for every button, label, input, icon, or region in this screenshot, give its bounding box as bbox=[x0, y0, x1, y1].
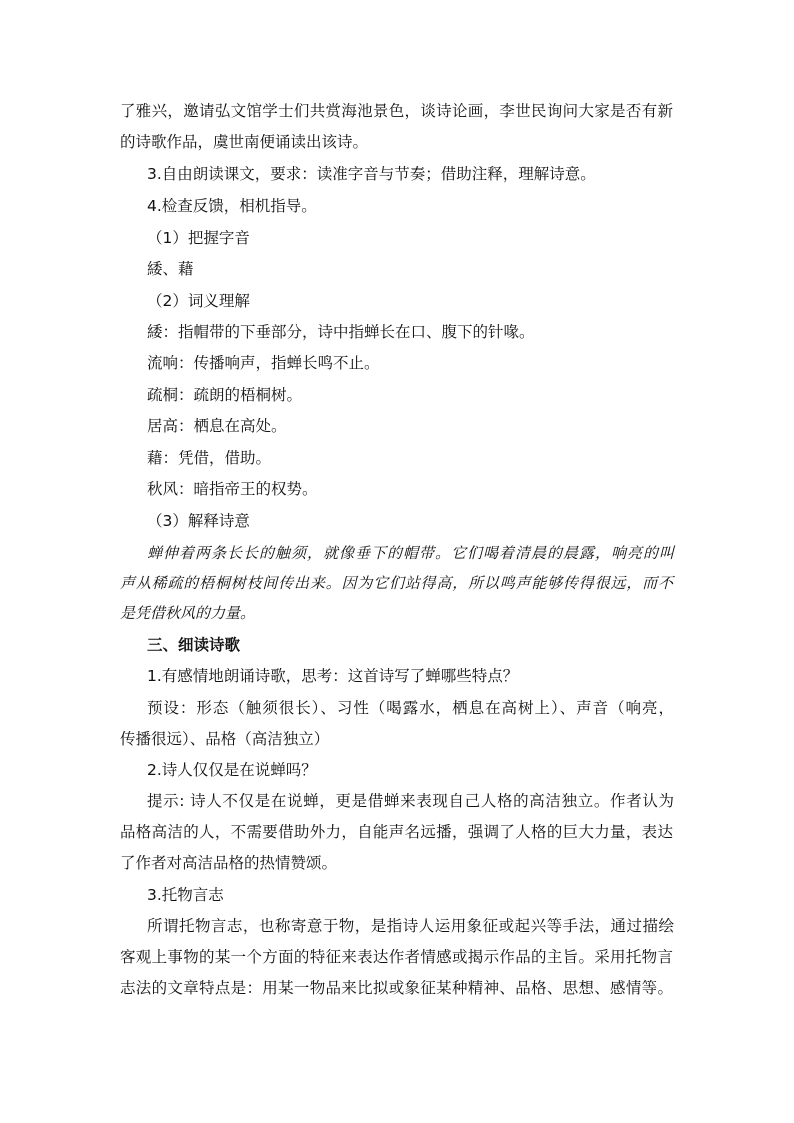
subheading-pronunciation: （1）把握字音 bbox=[147, 229, 250, 247]
preset-answer-line: 传播很远）、品格（高洁独立） bbox=[120, 730, 330, 748]
symbolism-line: 志法的文章特点是：用某一物品来比拟或象征某种精神、品格、思想、感情等。 bbox=[120, 979, 673, 997]
vocab-item: 居高：栖息在高处。 bbox=[147, 417, 287, 435]
symbolism-line: 客观上事物的某一个方面的特征来表达作者情感或揭示作品的主旨。采用托物言 bbox=[120, 948, 673, 966]
vocab-item: 秋风：暗指帝王的权势。 bbox=[147, 480, 318, 498]
hint-line: 品格高洁的人，不需要借助外力，自能声名远播，强调了人格的巨大力量，表达 bbox=[120, 823, 673, 841]
subheading-vocabulary: （2）词义理解 bbox=[147, 292, 250, 310]
poem-translation-line: 是凭借秋风的力量。 bbox=[120, 604, 256, 622]
paragraph-line: 的诗歌作品，虞世南便诵读出该诗。 bbox=[120, 133, 369, 151]
question-1: 1.有感情地朗诵诗歌，思考：这首诗写了蝉哪些特点？ bbox=[147, 667, 519, 685]
paragraph-line: 了雅兴，邀请弘文馆学士们共赏海池景色，谈诗论画，李世民询问大家是否有新 bbox=[120, 102, 673, 120]
step-4-instruction: 4.检查反馈，相机指导。 bbox=[147, 197, 317, 215]
vocab-item: 疏桐：疏朗的梧桐树。 bbox=[147, 386, 303, 404]
subheading-symbolism: 3.托物言志 bbox=[147, 886, 224, 904]
preset-answer-line: 预设：形态（触须很长）、习性（喝露水，栖息在高树上）、声音（响亮， bbox=[147, 699, 674, 717]
subheading-meaning: （3）解释诗意 bbox=[147, 512, 250, 530]
question-2: 2.诗人仅仅是在说蝉吗？ bbox=[147, 761, 317, 779]
poem-translation-line: 蝉伸着两条长长的触须，就像垂下的帽带。它们喝着清晨的晨露，响亮的叫 bbox=[147, 544, 674, 562]
vocab-item: 緌：指帽带的下垂部分，诗中指蝉长在口、腹下的针喙。 bbox=[147, 323, 535, 341]
poem-translation-line: 声从稀疏的梧桐树枝间传出来。因为它们站得高，所以鸣声能够传得很远，而不 bbox=[120, 574, 673, 592]
symbolism-line: 所谓托物言志，也称寄意于物，是指诗人运用象征或起兴等手法，通过描绘 bbox=[147, 917, 674, 935]
section-heading: 三、细读诗歌 bbox=[147, 636, 241, 654]
vocab-item: 流响：传播响声，指蝉长鸣不止。 bbox=[147, 354, 380, 372]
pronunciation-chars: 緌、藉 bbox=[147, 260, 194, 278]
vocab-item: 藉：凭借，借助。 bbox=[147, 449, 272, 467]
step-3-instruction: 3.自由朗读课文，要求：读准字音与节奏；借助注释，理解诗意。 bbox=[147, 165, 596, 183]
hint-line: 了作者对高洁品格的热情赞颂。 bbox=[120, 854, 338, 872]
hint-line: 提示: 诗人不仅是在说蝉，更是借蝉来表现自己人格的高洁独立。作者认为 bbox=[147, 792, 674, 810]
